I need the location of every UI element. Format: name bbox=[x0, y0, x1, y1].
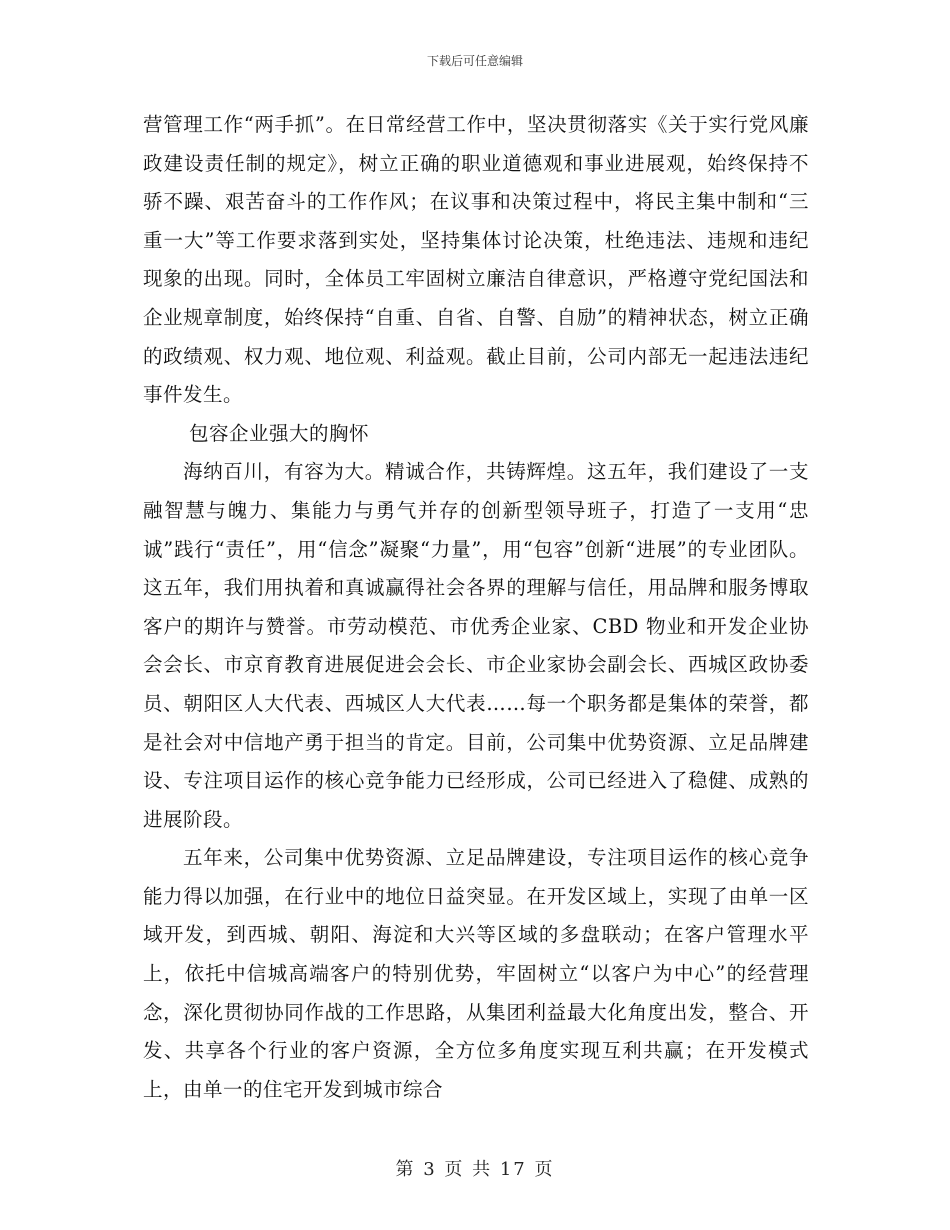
page-number: 第 3 页 共 17 页 bbox=[395, 1159, 555, 1180]
page-header-note: 下载后可任意编辑 bbox=[426, 54, 523, 68]
body-paragraph: 五年来，公司集中优势资源、立足品牌建设，专注项目运作的核心竞争能力得以加强，在行业中的地位日益突显。在开发区域上，实现了由单一区域开发，到西城、朝阳、海淀和大兴等区域的多盘联动；在客户管理水平上，依托中信城高端客户的特别优势，牢固树立“以客户为中心”的经营理念，深化贯彻协同作战的工作思路，从集团利益最大化角度出发，整合、开发、共享各个行业的客户资源，全方位多角度实现互利共赢；在开发模式上，由单一的住宅开发到城市综合 bbox=[143, 846, 809, 1101]
body-paragraph: 营管理工作“两手抓”。在日常经营工作中，坚决贯彻落实《关于实行党风廉政建设责任制的规定》，树立正确的职业道德观和事业进展观，始终保持不骄不躁、艰苦奋斗的工作作风；在议事和决策过程中，将民主集中制和“三重一大”等工作要求落到实处，坚持集体讨论决策，杜绝违法、违规和违纪现象的出现。同时，全体员工牢固树立廉洁自律意识，严格遵守党纪国法和企业规章制度，始终保持“自重、自省、自警、自励”的精神状态，树立正确的政绩观、权力观、地位观、利益观。截止目前，公司内部无一起违法违纪事件发生。 bbox=[143, 113, 809, 407]
body-paragraph: 海纳百川，有容为大。精诚合作，共铸辉煌。这五年，我们建设了一支融智慧与魄力、集能力与勇气并存的创新型领导班子，打造了一支用“忠诚”践行“责任”，用“信念”凝聚“力量”，用“包容”创新“进展”的专业团队。这五年，我们用执着和真诚赢得社会各界的理解与信任，用品牌和服务博取客户的期许与赞誉。市劳动模范、市优秀企业家、CBD 物业和开发企业协会会长、市京育教育进展促进会会长、市企业家协会副会长、西城区政协委员、朝阳区人大代表、西城区人大代表……每一个职务都是集体的荣誉，都是社会对中信地产勇于担当的肯定。目前，公司集中优势资源、立足品牌建设、专注项目运作的核心竞争能力已经形成，公司已经进入了稳健、成熟的进展阶段。 bbox=[143, 460, 809, 831]
section-heading: 包容企业强大的胸怀 bbox=[189, 421, 370, 445]
document-body bbox=[143, 106, 809, 1109]
